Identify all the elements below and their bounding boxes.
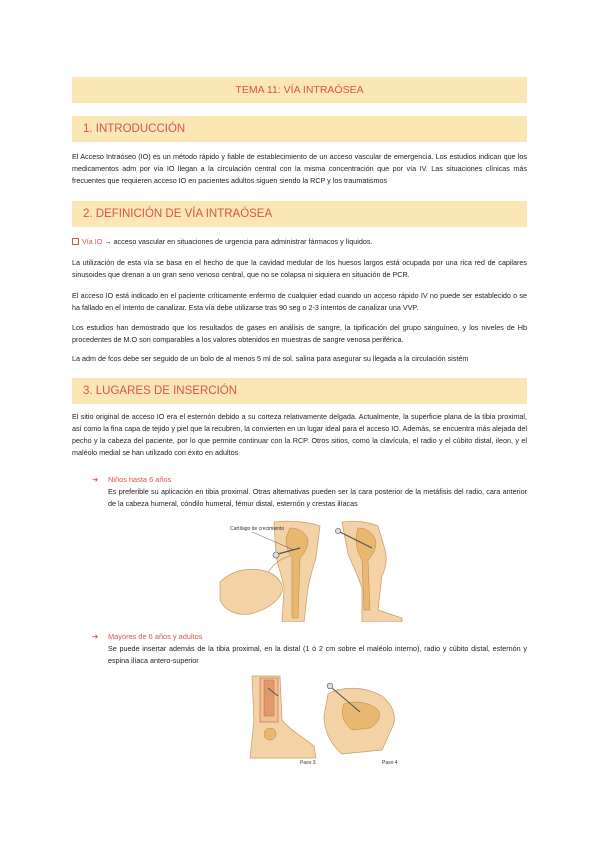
section-heading-lugares: 3. LUGARES DE INSERCIÓN [72, 378, 527, 404]
figure-tibia-adultos [232, 674, 412, 766]
checkbox-icon [72, 238, 79, 245]
definition-paragraph-3: Los estudios han demostrado que los resultados de gases en análisis de sangre, la tipificación del grupo sanguíneo, y los niveles de Hb procedentes de M.O son comparables a los valores obtenidos en muestras de sangre venosa periférica. [72, 323, 527, 344]
document-title: TEMA 11: VÍA INTRAÓSEA [72, 77, 527, 103]
subsection-adultos-text: Se puede insertar además de la tibia proximal, en la distal (1 ó 2 cm sobre el maléolo interno), radio y cúbito distal, esternón y espina ilíaca antero-superior [108, 644, 527, 665]
subsection-ninos-label: ➔ Niños hasta 6 años [92, 475, 172, 484]
arrow-right-icon: ➔ [92, 475, 99, 484]
definition-paragraph-2: El acceso IO está indicado en el paciente críticamente enfermo de cualquier edad cuando un acceso rápido IV no puede ser establecido o se ha fallado en el intento de canalizar. Esta vía debe utilizarse tras 90 seg o 2-3 intentos de canalizar una VVP. [72, 291, 527, 312]
figure-tibia-ninos [212, 518, 412, 622]
figure-label-paso-4: Paso 4 [382, 760, 398, 766]
figure-label-cartilago: Cartílago de crecimiento [230, 526, 285, 532]
section-heading-introduccion: 1. INTRODUCCIÓN [72, 116, 527, 142]
definition-text: → acceso vascular en situaciones de urgencia para administrar fármacos y líquidos. [102, 237, 373, 246]
intro-paragraph: El Acceso Intraóseo (IO) es un método rápido y fiable de establecimiento de un acceso vascular de emergencia. Los estudios indican que los medicamentos adm por vía IO llegan a la circulación central con la misma concentración que por vía IV. Las situaciones clínicas más frecuentes que requieren acceso IO en pacientes adultos siguen siendo la RCP y los traumatismos [72, 152, 527, 185]
definition-term: Vía IO [82, 237, 103, 246]
definition-paragraph-1: La utilización de esta vía se basa en el hecho de que la cavidad medular de los huesos largos está ocupada por una rica red de capilares sinusoides que drenan a un gran seno venoso central, que no se colapsa ni siquiera en situación de PCR. [72, 258, 527, 279]
arrow-right-icon: ➔ [92, 632, 99, 641]
section-heading-definicion: 2. DEFINICIÓN DE VÍA INTRAÓSEA [72, 201, 527, 227]
lugares-paragraph: El sitio original de acceso IO era el esternón debido a su corteza relativamente delgada. Actualmente, la superficie plana de la tibia proximal, así como la fina capa de tejido y piel que la recubren, la convierten en un lugar ideal para el acceso IO. Además, se encuentra más alejada del pecho y la cabeza del paciente, por lo que permite continuar con la RCP. Otros sitios, como la clavícula, el radio y el cúbito distal, ileon, y el maléolo medial se han utilizado con éxito en adultos [72, 412, 527, 457]
figure-label-paso-3: Paso 3 [300, 760, 316, 766]
subsection-ninos-text: Es preferible su aplicación en tibia proximal. Otras alternativas pueden ser la cara posterior de la metáfisis del radio, cara anterior de la cabeza humeral, cóndilo humeral, fémur distal, esternón y crestas ilíacas [108, 487, 527, 508]
definition-line [72, 236, 527, 248]
subsection-adultos-label: ➔ Mayores de 6 años y adultos [92, 632, 203, 641]
definition-paragraph-4: La adm de fcos debe ser seguido de un bolo de al menos 5 ml de sol. salina para asegurar su llegada a la circulación sistém [72, 354, 469, 363]
